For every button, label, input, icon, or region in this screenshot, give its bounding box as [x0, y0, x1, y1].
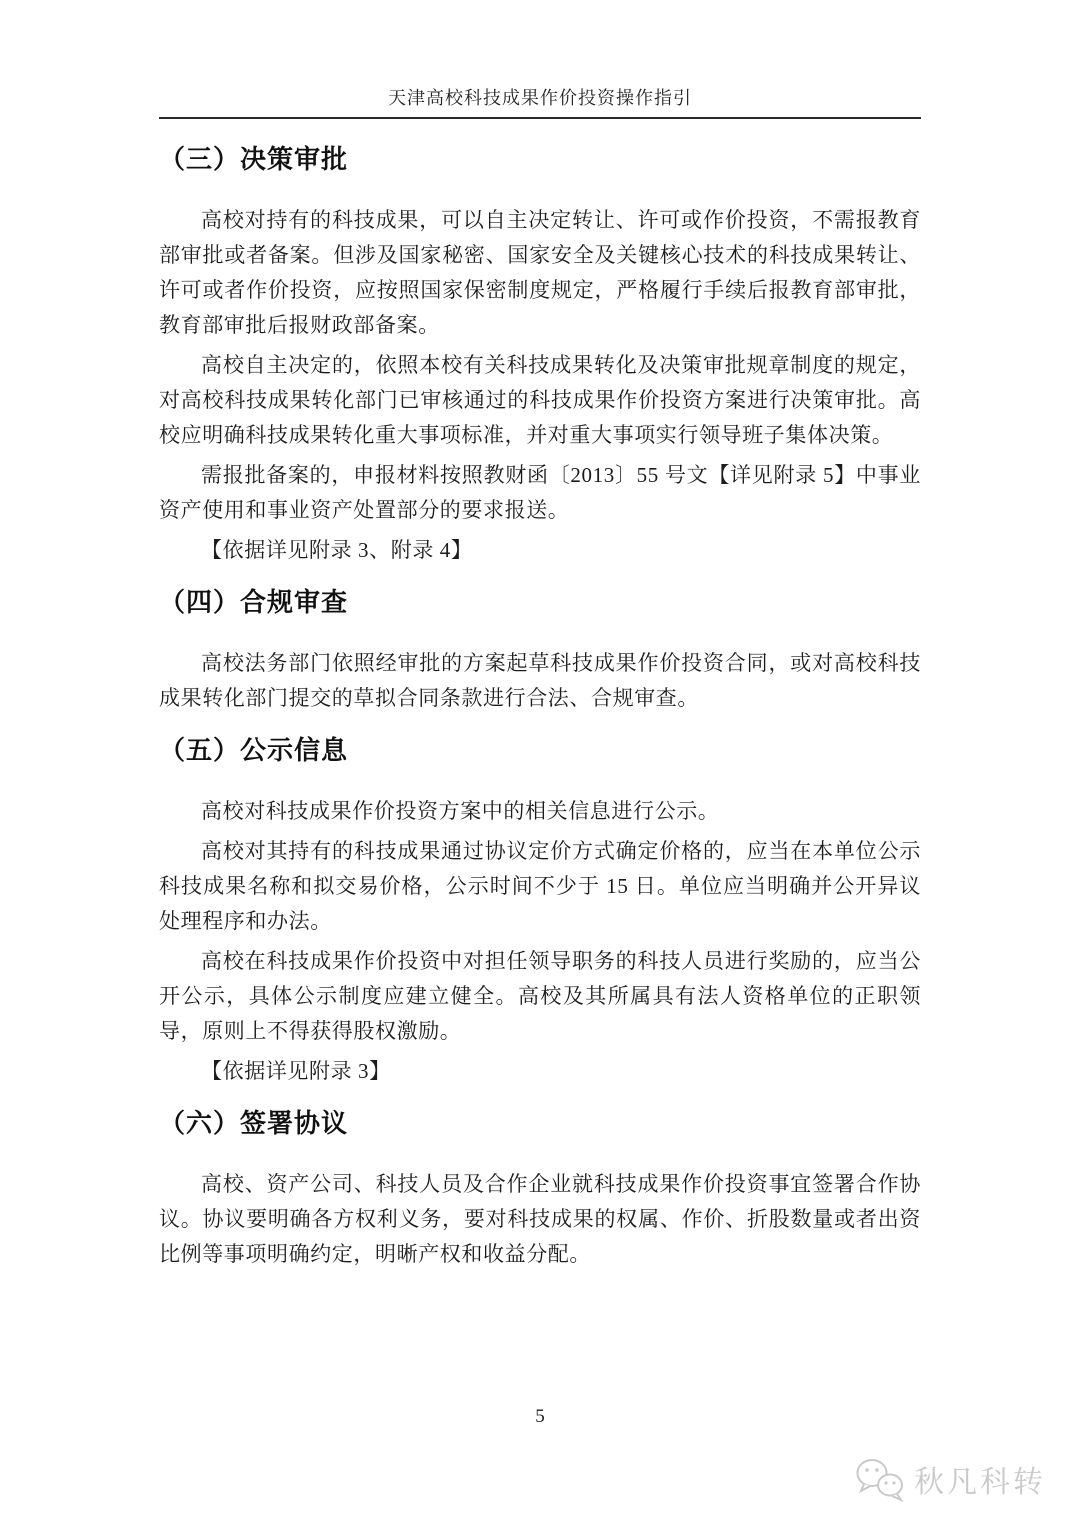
section-public-notice [159, 734, 921, 1089]
running-header-title: 天津高校科技成果作价投资操作指引 [388, 88, 692, 108]
paragraph: 高校、资产公司、科技人员及合作企业就科技成果作价投资事宜签署合作协议。协议要明确各方权利义务，要对科技成果的权属、作价、折股数量或者出资比例等事项明确约定，明晰产权和收益分配。 [159, 1172, 921, 1266]
paragraph: 高校自主决定的，依照本校有关科技成果转化及决策审批规章制度的规定，对高校科技成果转化部门已审核通过的科技成果作价投资方案进行决策审批。高校应明确科技成果转化重大事项标准，并对重大事项实行领导班子集体决策。 [159, 353, 921, 447]
section-compliance-review [159, 586, 921, 716]
section-heading: （六）签署协议 [159, 1108, 349, 1138]
page-header [159, 0, 921, 119]
paragraph: 高校在科技成果作价投资中对担任领导职务的科技人员进行奖励的，应当公开公示，具体公示制度应建立健全。高校及其所属具有法人资格单位的正职领导，原则上不得获得股权激励。 [159, 949, 921, 1043]
section-heading: （五）公示信息 [159, 735, 349, 765]
section-decision-approval [159, 143, 921, 568]
watermark-text: 秋凡科转 [914, 1466, 1046, 1499]
header-divider [159, 117, 921, 119]
paragraph: 高校对科技成果作价投资方案中的相关信息进行公示。 [201, 799, 720, 823]
paragraph: 高校法务部门依照经审批的方案起草科技成果作价投资合同，或对高校科技成果转化部门提交的草拟合同条款进行合法、合规审查。 [159, 651, 921, 710]
document-content [159, 143, 921, 1272]
section-heading: （四）合规审查 [159, 587, 349, 617]
page-number: 5 [535, 1406, 545, 1427]
wechat-logo-icon [852, 1456, 908, 1502]
paragraph-appendix-ref: 【依据详见附录 3、附录 4】 [201, 538, 473, 562]
paragraph: 高校对持有的科技成果，可以自主决定转让、许可或作价投资，不需报教育部审批或者备案。但涉及国家秘密、国家安全及关键核心技术的科技成果转让、许可或者作价投资，应按照国家保密制度规定，严格履行手续后报教育部审批，教育部审批后报财政部备案。 [159, 208, 921, 337]
watermark [852, 1456, 1046, 1502]
section-sign-agreement [159, 1107, 921, 1272]
paragraph: 高校对其持有的科技成果通过协议定价方式确定价格的，应当在本单位公示科技成果名称和拟交易价格，公示时间不少于 15 日。单位应当明确并公开异议处理程序和办法。 [159, 839, 921, 933]
paragraph-appendix-ref: 【依据详见附录 3】 [201, 1059, 391, 1083]
section-heading: （三）决策审批 [159, 144, 349, 174]
paragraph: 需报批备案的，申报材料按照教财函〔2013〕55 号文【详见附录 5】中事业资产使用和事业资产处置部分的要求报送。 [159, 463, 921, 522]
